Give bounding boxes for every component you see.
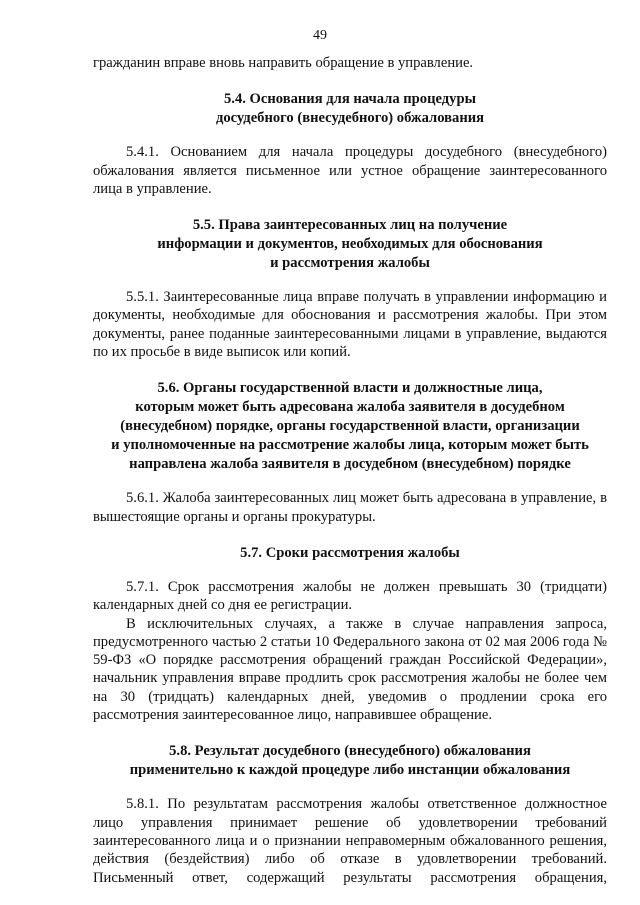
document-body: [93, 54, 607, 887]
paragraph-5-7-extension: В исключительных случаях, а также в случае направления запроса, предусмотренного частью 2 статьи 10 Федерального закона от 02 мая 2006 года № 59-ФЗ «О порядке рассмотрения обращений граждан Российской Федерации», начальник управления вправе продлить срок рассмотрения жалобы не более чем на 30 (тридцать) календарных дней, уведомив о продлении срока его рассмотрения заинтересованное лицо, направившее обращение.: [93, 615, 607, 724]
paragraph-5-4-1: 5.4.1. Основанием для начала процедуры досудебного (внесудебного) обжалования является письменное или устное обращение заинтересованного лица в управление.: [93, 144, 607, 197]
section-heading-5-6: 5.6. Органы государственной власти и должностные лица, которым может быть адресована жалоба заявителя в досудебном (внесудебном) порядке, органы государственной власти, организации и уполномоченные на рассмотрение жалобы лица, которым может быть направлена жалоба заявителя в досудебном (внесудебном) порядке: [111, 380, 589, 473]
paragraph-5-6-1: 5.6.1. Жалоба заинтересованных лиц может быть адресована в управление, в вышестоящие органы и органы прокуратуры.: [93, 490, 607, 525]
section-heading-5-8: 5.8. Результат досудебного (внесудебного) обжалования применительно к каждой процедуре либо инстанции обжалования: [129, 743, 571, 779]
page-number: 49: [313, 28, 327, 43]
paragraph-5-7-1: 5.7.1. Срок рассмотрения жалобы не должен превышать 30 (тридцати) календарных дней со дня ее регистрации.: [93, 578, 607, 614]
section-heading-5-7: 5.7. Сроки рассмотрения жалобы: [240, 544, 460, 561]
intro-paragraph: гражданин вправе вновь направить обращение в управление.: [93, 55, 474, 71]
paragraph-5-8-1: 5.8.1. По результатам рассмотрения жалобы ответственное должностное лицо управления принимает решение об удовлетворении требований заинтересованного лица и о признании неправомерным обжалованного решения, действия (бездействия) либо об отказе в удовлетворении требований. Письменный ответ, содержащий результаты рассмотрения обращения,: [93, 796, 607, 886]
paragraph-5-5-1: 5.5.1. Заинтересованные лица вправе получать в управлении информацию и документы, необходимые для обоснования и рассмотрения жалобы. При этом документы, ранее поданные заинтересованными лицами в управление, выдаются по их просьбе в виде выписок или копий.: [93, 289, 607, 361]
section-heading-5-4: 5.4. Основания для начала процедуры досудебного (внесудебного) обжалования: [215, 91, 485, 127]
section-heading-5-5: 5.5. Права заинтересованных лиц на получение информации и документов, необходимых для обоснования и рассмотрения жалобы: [157, 217, 543, 272]
